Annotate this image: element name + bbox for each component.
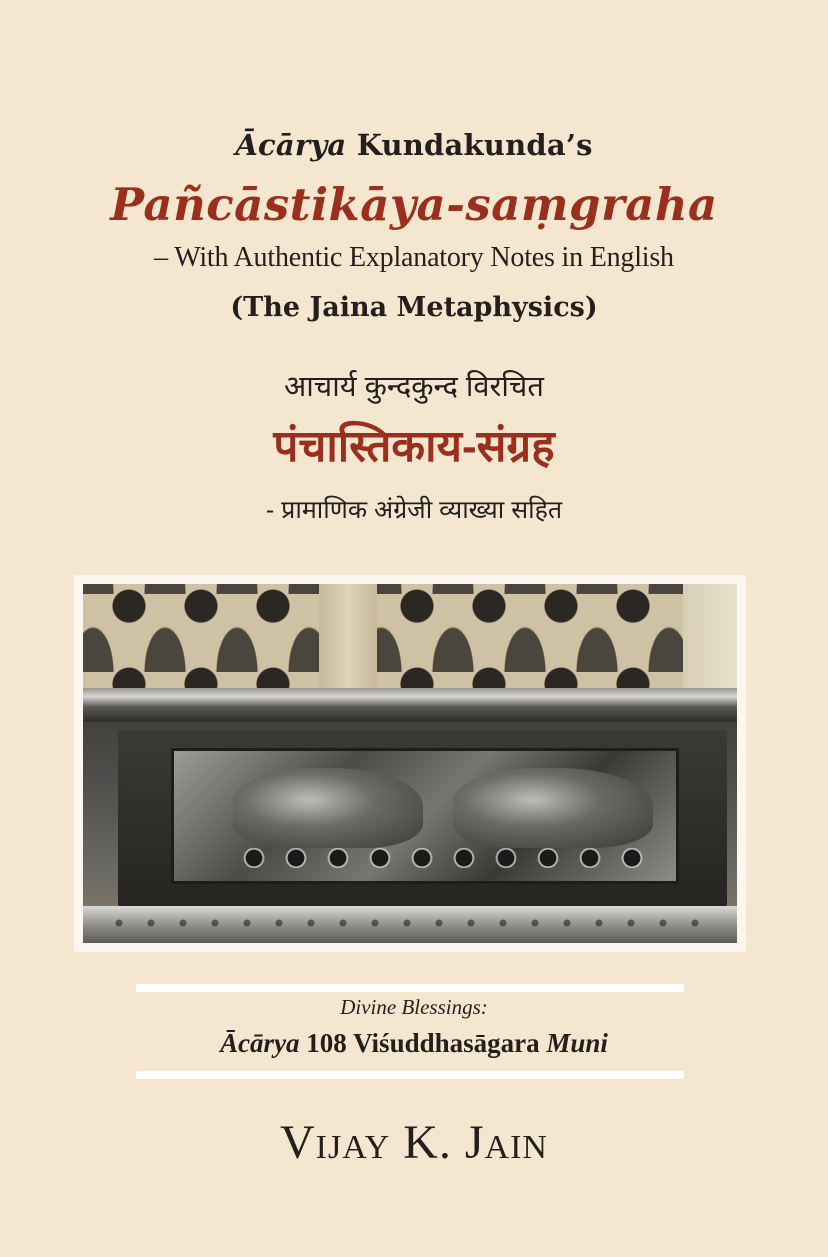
blessing-divider-bottom: [136, 1071, 684, 1079]
blessing-suffix: Muni: [546, 1028, 608, 1058]
book-subtitle-hindi: - प्रामाणिक अंग्रेजी व्याख्या सहित: [265, 496, 563, 524]
book-subject-english: (The Jaina Metaphysics): [230, 292, 598, 323]
cover-photo-frame: [74, 575, 746, 952]
blessing-muni-name: Viśuddhasāgara: [353, 1028, 540, 1058]
author-name-possessive: Kundakunda’s: [356, 128, 593, 162]
lattice-pillar: [319, 584, 377, 696]
book-author-name: Vijay K. Jain: [280, 1116, 548, 1169]
blessing-name: [0, 1028, 828, 1059]
toe-prints: [233, 848, 653, 868]
blessing-label: Divine Blessings:: [340, 995, 488, 1019]
right-footprint: [453, 768, 653, 848]
author-honorific: Ācārya: [235, 128, 347, 162]
plaque-base: [83, 906, 737, 943]
blessing-divider-top: [136, 984, 684, 992]
stone-lattice: [83, 584, 737, 696]
book-title-hindi: पंचास्तिकाय-संग्रह: [273, 422, 555, 471]
author-line-english: [0, 128, 828, 162]
lattice-edge: [683, 584, 737, 696]
book-title-english: Pañcāstikāya-saṃgraha: [110, 178, 718, 231]
metal-ledge: [83, 688, 737, 722]
cover-photo-footprints-plaque: [83, 584, 737, 943]
book-subtitle-english: – With Authentic Explanatory Notes in English: [154, 242, 674, 273]
blessing-honorific: Ācārya: [220, 1028, 300, 1058]
blessing-number: 108: [306, 1028, 347, 1058]
author-line-hindi: आचार्य कुन्दकुन्द विरचित: [284, 371, 544, 403]
left-footprint: [233, 768, 423, 848]
